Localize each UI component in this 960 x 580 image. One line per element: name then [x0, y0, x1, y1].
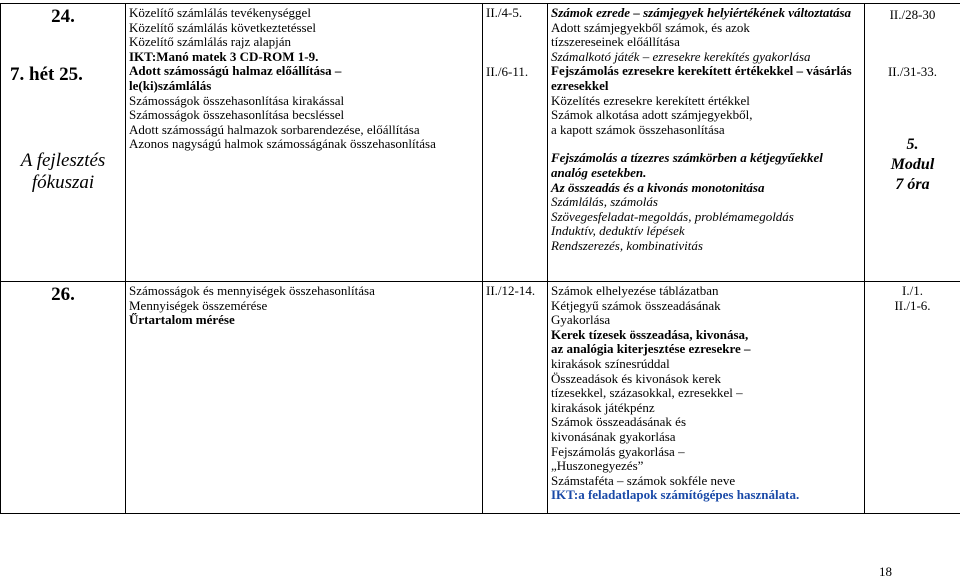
week-number: 26. — [4, 284, 122, 306]
content-line: Fejszámolás ezresekre kerekített értékekkel – vásárlás — [551, 64, 861, 79]
topic-line: Mennyiségek összemérése — [129, 299, 479, 314]
focus-content-line: Induktív, deduktív lépések — [551, 224, 861, 239]
topic-line: Adott számosságú halmazok sorbarendezése, előállítása — [129, 123, 479, 138]
content-cell — [548, 4, 865, 282]
week-number: 7. hét 25. — [4, 64, 122, 86]
content-line: Fejszámolás gyakorlása – — [551, 445, 861, 460]
topic-line: le(ki)számlálás — [129, 79, 479, 94]
ikt-line: IKT:a feladatlapok számítógépes használata. — [551, 488, 861, 503]
content-line: „Huszonegyezés” — [551, 459, 861, 474]
book-reference: I./1. — [868, 284, 957, 299]
content-line: Kétjegyű számok összeadásának — [551, 299, 861, 314]
lesson-plan-table — [0, 3, 960, 514]
table-row — [1, 4, 960, 282]
topic-line: Számosságok és mennyiségek összehasonlítása — [129, 284, 479, 299]
content-line: Összeadások és kivonások kerek — [551, 372, 861, 387]
content-line: kirakások színesrúddal — [551, 357, 861, 372]
book-reference: II./1-6. — [868, 299, 957, 314]
content-line: Gyakorlása — [551, 313, 861, 328]
reference: II./4-5. — [486, 6, 544, 21]
content-line: Számok ezrede – számjegyek helyiértékének változtatása — [551, 6, 861, 21]
page-number: 18 — [879, 564, 892, 580]
topic-line: Adott számosságú halmaz előállítása – — [129, 64, 479, 79]
focus-content-line: Számlálás, számolás — [551, 195, 861, 210]
ikt-line: IKT:Manó matek 3 CD-ROM 1-9. — [129, 50, 479, 65]
topics-cell — [126, 282, 483, 514]
content-line: kivonásának gyakorlása — [551, 430, 861, 445]
focus-content-line: Szövegesfeladat-megoldás, problémamegoldás — [551, 210, 861, 225]
reference: II./6-11. — [486, 65, 544, 80]
topic-line: Közelítő számlálás következtetéssel — [129, 21, 479, 36]
topics-cell — [126, 4, 483, 282]
content-line: Közelítés ezresekre kerekített értékkel — [551, 94, 861, 109]
week-cell — [1, 282, 126, 514]
content-line: a kapott számok összehasonlítása — [551, 123, 861, 138]
focus-content-line: Fejszámolás a tízezres számkörben a kétjegyűekkel — [551, 151, 861, 166]
content-line: Számok elhelyezése táblázatban — [551, 284, 861, 299]
book-reference: II./31-33. — [868, 65, 957, 80]
topic-line: Azonos nagyságú halmok számosságának összehasonlítása — [129, 137, 479, 152]
topic-line: Űrtartalom mérése — [129, 313, 479, 328]
modul-label: 5. Modul 7 óra — [868, 135, 957, 195]
book-cell — [865, 4, 960, 282]
content-line: kirakások játékpénz — [551, 401, 861, 416]
content-cell — [548, 282, 865, 514]
content-line: Számok összeadásának és — [551, 415, 861, 430]
week-number: 24. — [4, 6, 122, 28]
focus-content-line: Az összeadás és a kivonás monotonitása — [551, 181, 861, 196]
focus-content-line: analóg esetekben. — [551, 166, 861, 181]
book-reference: II./28-30 — [868, 8, 957, 23]
week-cell — [1, 4, 126, 282]
book-cell — [865, 282, 960, 514]
table-row — [1, 282, 960, 514]
content-line: tízszereseinek előállítása — [551, 35, 861, 50]
topic-line: Közelítő számlálás rajz alapján — [129, 35, 479, 50]
content-line: Számalkotó játék – ezresekre kerekítés gyakorlása — [551, 50, 861, 65]
content-line: Számstaféta – számok sokféle neve — [551, 474, 861, 489]
focus-label: A fejlesztés fókuszai — [4, 150, 122, 194]
reference: II./12-14. — [486, 284, 544, 299]
reference-cell — [483, 4, 548, 282]
content-line: ezresekkel — [551, 79, 861, 94]
content-line: Kerek tízesek összeadása, kivonása, — [551, 328, 861, 343]
topic-line: Közelítő számlálás tevékenységgel — [129, 6, 479, 21]
focus-content-line: Rendszerezés, kombinativitás — [551, 239, 861, 254]
reference-cell — [483, 282, 548, 514]
content-line: az analógia kiterjesztése ezresekre – — [551, 342, 861, 357]
content-line: Számok alkotása adott számjegyekből, — [551, 108, 861, 123]
content-line: Adott számjegyekből számok, és azok — [551, 21, 861, 36]
content-line: tízesekkel, százasokkal, ezresekkel – — [551, 386, 861, 401]
topic-line: Számosságok összehasonlítása kirakással — [129, 94, 479, 109]
topic-line: Számosságok összehasonlítása becsléssel — [129, 108, 479, 123]
